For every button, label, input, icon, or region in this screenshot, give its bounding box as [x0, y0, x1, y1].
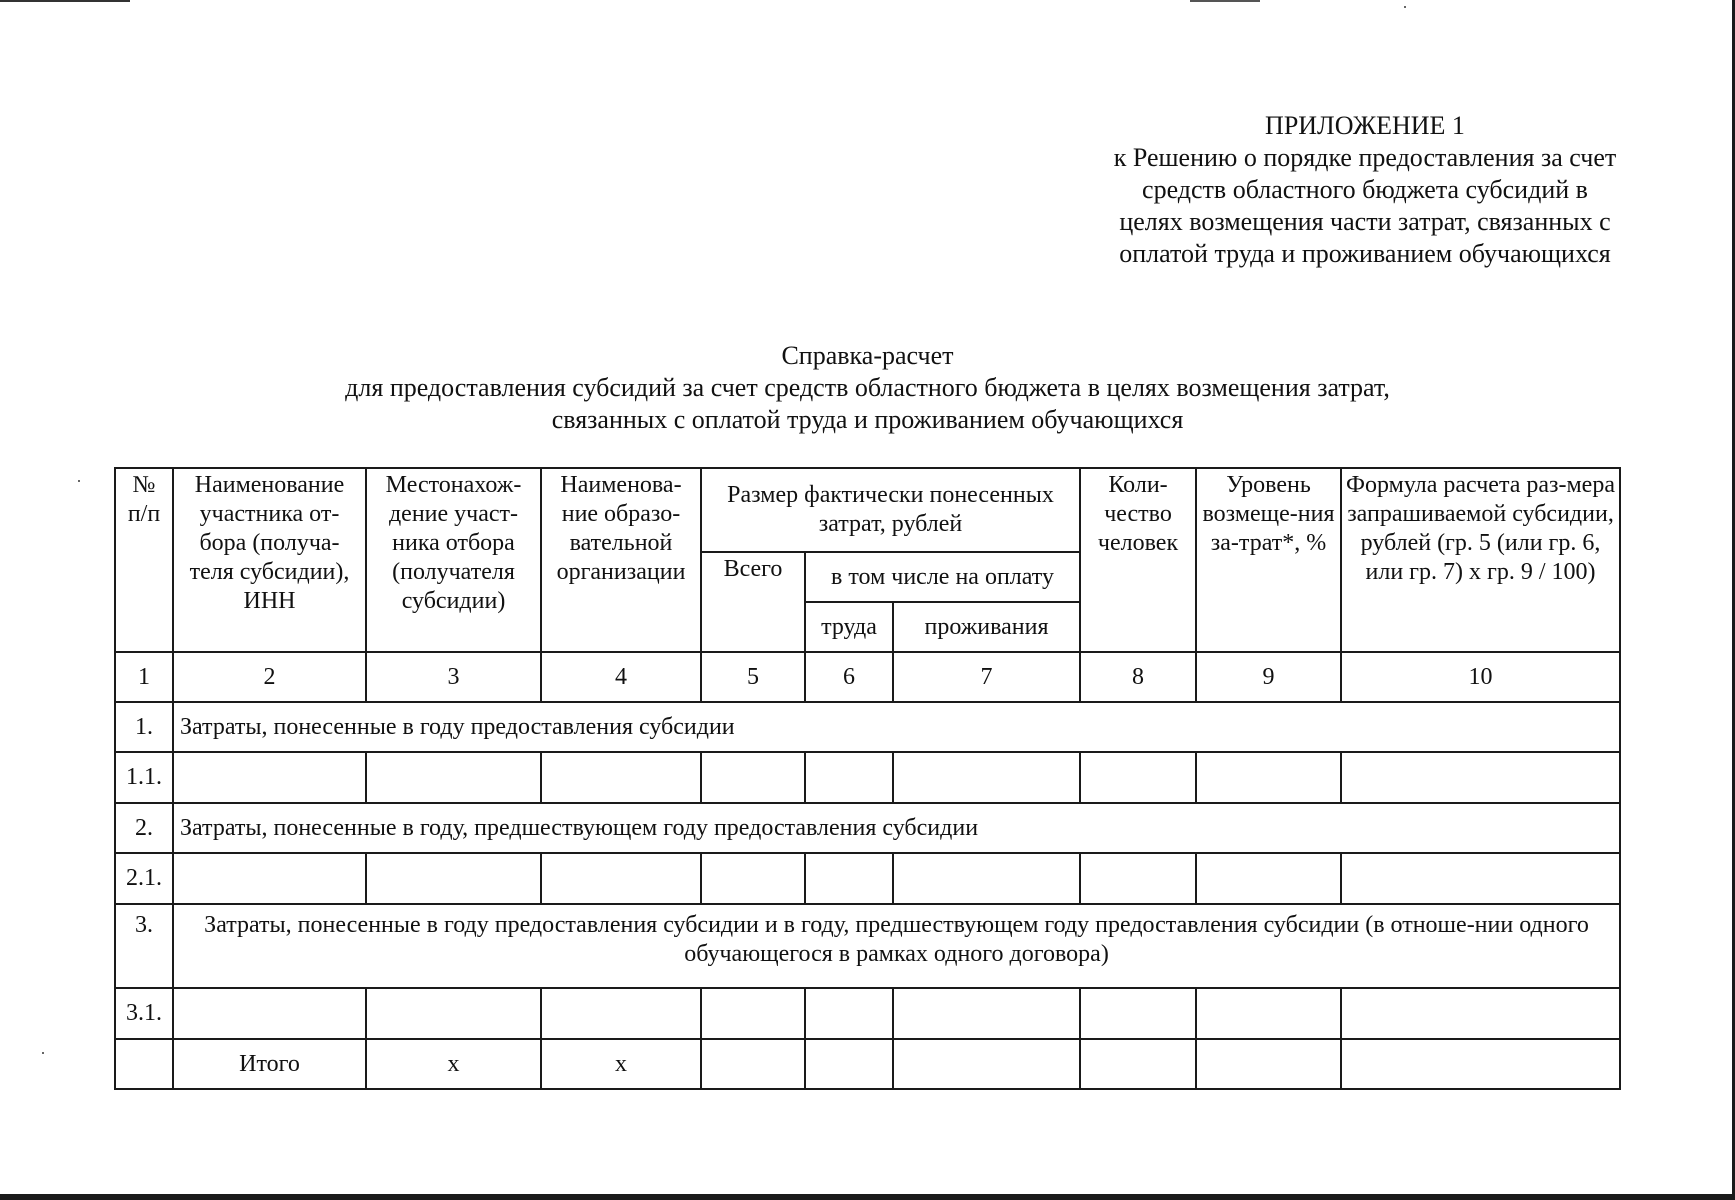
header-including: в том числе на оплату [805, 552, 1080, 602]
column-number: 10 [1341, 652, 1620, 702]
table-cell [541, 988, 701, 1039]
appendix-block [1040, 110, 1690, 270]
appendix-line: к Решению о порядке предоставления за счет [1113, 143, 1617, 172]
header-organization: Наименова-ние образо-вательной организации [541, 468, 701, 652]
header-labor: труда [805, 602, 893, 652]
section-row [115, 702, 1620, 752]
table-cell [173, 988, 366, 1039]
table-cell [893, 1039, 1080, 1089]
table-cell [701, 853, 805, 904]
table-cell [1341, 752, 1620, 803]
table-cell [1080, 752, 1196, 803]
header-people-count: Коли-чество человек [1080, 468, 1196, 652]
header-reimbursement-level: Уровень возмеще-ния за-трат*, % [1196, 468, 1341, 652]
table-cell [1196, 988, 1341, 1039]
page-edge-bottom [0, 1194, 1735, 1200]
table-cell [366, 752, 541, 803]
section-title: Затраты, понесенные в году, предшествующем году предоставления субсидии [173, 803, 1620, 853]
header-formula: Формула расчета раз-мера запрашиваемой субсидии, рублей (гр. 5 (или гр. 6, или гр. 7) х гр. 9 / 100) [1341, 468, 1620, 652]
column-number: 9 [1196, 652, 1341, 702]
table-cell [893, 988, 1080, 1039]
header-housing: проживания [893, 602, 1080, 652]
appendix-line: оплатой труда и проживанием обучающихся [1119, 239, 1611, 268]
table-cell [115, 1039, 173, 1089]
section-number: 3. [115, 904, 173, 988]
section-title: Затраты, понесенные в году предоставления субсидии [173, 702, 1620, 752]
section-row [115, 904, 1620, 988]
row-number: 1.1. [115, 752, 173, 803]
scan-dot [42, 1052, 44, 1054]
total-label: Итого [173, 1039, 366, 1089]
table-cell [366, 853, 541, 904]
header-location: Местонахож-дение участ-ника отбора (получателя субсидии) [366, 468, 541, 652]
column-number: 3 [366, 652, 541, 702]
table-cell [805, 1039, 893, 1089]
table-cell [893, 752, 1080, 803]
table-cell [1341, 853, 1620, 904]
header-participant: Наименование участника от-бора (получа-теля субсидии), ИНН [173, 468, 366, 652]
total-col4-mark: х [541, 1039, 701, 1089]
table-cell [1196, 1039, 1341, 1089]
section-row [115, 803, 1620, 853]
scan-dot [1404, 6, 1406, 8]
row-number: 3.1. [115, 988, 173, 1039]
calculation-table [114, 467, 1621, 1090]
table-cell [173, 752, 366, 803]
table-row [115, 853, 1620, 904]
header-total: Всего [701, 552, 805, 652]
appendix-title: ПРИЛОЖЕНИЕ 1 [1265, 111, 1465, 140]
appendix-line: целях возмещения части затрат, связанных с [1119, 207, 1611, 236]
column-numbers-row [115, 652, 1620, 702]
table-cell [1341, 988, 1620, 1039]
header-costs: Размер фактически понесенных затрат, рублей [701, 468, 1080, 552]
column-number: 5 [701, 652, 805, 702]
document-title: Справка-расчет [781, 341, 954, 370]
table-row [115, 988, 1620, 1039]
table-cell [701, 1039, 805, 1089]
total-row [115, 1039, 1620, 1089]
section-title: Затраты, понесенные в году предоставления субсидии и в году, предшествующем году предоставления субсидии (в отноше-нии одного обучающегося в рамках одного договора) [173, 904, 1620, 988]
table-cell [805, 853, 893, 904]
document-subtitle-line: для предоставления субсидий за счет средств областного бюджета в целях возмещения затрат, [345, 373, 1390, 402]
total-col3-mark: х [366, 1039, 541, 1089]
column-number: 8 [1080, 652, 1196, 702]
row-number: 2.1. [115, 853, 173, 904]
table-cell [805, 988, 893, 1039]
table-cell [541, 853, 701, 904]
table-cell [701, 988, 805, 1039]
table-cell [893, 853, 1080, 904]
table-cell [366, 988, 541, 1039]
table-cell [173, 853, 366, 904]
table-cell [1080, 1039, 1196, 1089]
table-cell [1196, 752, 1341, 803]
section-number: 1. [115, 702, 173, 752]
scan-mark [0, 0, 130, 2]
appendix-line: средств областного бюджета субсидий в [1142, 175, 1588, 204]
column-number: 7 [893, 652, 1080, 702]
table-cell [1080, 988, 1196, 1039]
table-cell [541, 752, 701, 803]
header-num: № п/п [115, 468, 173, 652]
table-cell [1196, 853, 1341, 904]
column-number: 6 [805, 652, 893, 702]
column-number: 4 [541, 652, 701, 702]
document-heading [110, 340, 1625, 436]
table-cell [701, 752, 805, 803]
scan-dot [78, 480, 80, 482]
document-subtitle-line: связанных с оплатой труда и проживанием обучающихся [551, 405, 1184, 434]
table-row [115, 752, 1620, 803]
section-number: 2. [115, 803, 173, 853]
column-number: 1 [115, 652, 173, 702]
table-cell [1080, 853, 1196, 904]
table-cell [1341, 1039, 1620, 1089]
scan-mark [1190, 0, 1260, 2]
column-number: 2 [173, 652, 366, 702]
table-cell [805, 752, 893, 803]
